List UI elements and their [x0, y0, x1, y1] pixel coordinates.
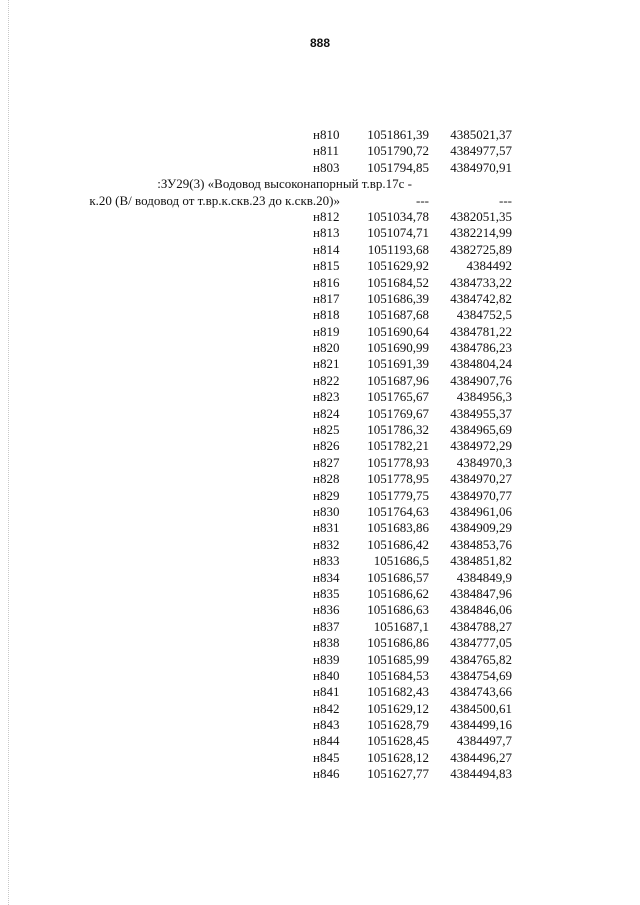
point-id-cell: н833	[313, 553, 340, 569]
table-row	[60, 356, 520, 372]
table-row	[60, 684, 520, 700]
x-coordinate-cell: 1051684,52	[367, 274, 429, 290]
y-coordinate-cell: 4382051,35	[450, 208, 512, 224]
table-row	[60, 520, 520, 536]
x-coordinate-cell: 1051779,75	[367, 487, 429, 503]
table-row	[60, 209, 520, 225]
y-coordinate-cell: 4384846,06	[450, 602, 512, 618]
y-coordinate-cell: 4384742,82	[450, 290, 512, 306]
table-row	[60, 717, 520, 733]
x-coordinate-cell: 1051786,32	[367, 422, 429, 438]
page-left-edge	[8, 0, 9, 905]
x-coordinate-cell: 1051074,71	[367, 225, 429, 241]
table-row	[60, 373, 520, 389]
rows-before-group	[60, 127, 520, 176]
point-id-cell: н814	[313, 241, 340, 257]
x-coordinate-cell: 1051686,63	[367, 602, 429, 618]
x-coordinate-cell: 1051764,63	[367, 503, 429, 519]
x-coordinate-cell: 1051690,99	[367, 340, 429, 356]
x-coordinate-cell: 1051686,39	[367, 290, 429, 306]
point-id-cell: н830	[313, 503, 340, 519]
table-row	[60, 324, 520, 340]
point-id-cell: н828	[313, 471, 340, 487]
x-coordinate-cell: 1051629,92	[367, 258, 429, 274]
point-id-cell: н844	[313, 733, 340, 749]
table-row	[60, 635, 520, 651]
x-coordinate-cell: 1051686,86	[367, 635, 429, 651]
point-id-cell: н831	[313, 520, 340, 536]
point-id-cell: н839	[313, 651, 340, 667]
point-id-cell: н841	[313, 684, 340, 700]
x-coordinate-cell: 1051627,77	[367, 766, 429, 782]
x-coordinate-cell: 1051686,5	[373, 553, 429, 569]
y-coordinate-cell: 4384754,69	[450, 667, 512, 683]
table-row	[60, 307, 520, 323]
point-id-cell: н819	[313, 323, 340, 339]
point-id-cell: н836	[313, 602, 340, 618]
x-coordinate-cell: 1051628,12	[367, 749, 429, 765]
y-coordinate-cell: 4384970,91	[450, 159, 512, 175]
y-coordinate-cell: 4384853,76	[450, 536, 512, 552]
point-id-cell: н812	[313, 208, 340, 224]
y-coordinate-cell: 4384497,7	[456, 733, 512, 749]
x-coordinate-cell: 1051861,39	[367, 127, 429, 142]
x-coordinate-cell: 1051034,78	[367, 208, 429, 224]
point-id-cell: н838	[313, 635, 340, 651]
y-coordinate-cell: 4384499,16	[450, 717, 512, 733]
section-title-line2: к.20 (В/ водовод от т.вр.к.скв.23 до к.скв.20)»	[89, 192, 340, 208]
x-coordinate-cell: 1051778,93	[367, 454, 429, 470]
section-heading-line2	[60, 193, 520, 209]
table-row	[60, 225, 520, 241]
x-coordinate-cell: 1051691,39	[367, 356, 429, 372]
table-row	[60, 750, 520, 766]
point-id-cell: н843	[313, 717, 340, 733]
y-coordinate-cell: 4384494,83	[450, 766, 512, 782]
y-coordinate-cell: 4384956,3	[456, 389, 512, 405]
point-id-cell: н815	[313, 258, 340, 274]
y-coordinate-cell: 4384955,37	[450, 405, 512, 421]
y-coordinate-cell: 4384788,27	[450, 618, 512, 634]
table-row	[60, 438, 520, 454]
point-id-cell: н832	[313, 536, 340, 552]
table-row	[60, 570, 520, 586]
y-coordinate-cell: 4384500,61	[450, 700, 512, 716]
table-row	[60, 389, 520, 405]
x-coordinate-cell: 1051687,96	[367, 372, 429, 388]
point-id-cell: н817	[313, 290, 340, 306]
table-row	[60, 258, 520, 274]
table-row	[60, 127, 520, 143]
point-id-cell: н837	[313, 618, 340, 634]
point-id-cell: н834	[313, 569, 340, 585]
point-id-cell: н840	[313, 667, 340, 683]
table-row	[60, 406, 520, 422]
y-coordinate-cell: 4384970,27	[450, 471, 512, 487]
point-id-cell: н826	[313, 438, 340, 454]
table-row	[60, 422, 520, 438]
x-coordinate-cell: 1051687,68	[367, 307, 429, 323]
x-coordinate-cell: 1051769,67	[367, 405, 429, 421]
table-row	[60, 586, 520, 602]
y-coordinate-cell: 4384752,5	[456, 307, 512, 323]
table-row	[60, 652, 520, 668]
x-coordinate-cell: 1051686,42	[367, 536, 429, 552]
y-coordinate-cell: 4384777,05	[450, 635, 512, 651]
table-row	[60, 504, 520, 520]
x-coordinate-cell: 1051628,45	[367, 733, 429, 749]
y-coordinate-cell: 4382725,89	[450, 241, 512, 257]
y-coordinate-cell: 4384804,24	[450, 356, 512, 372]
table-row	[60, 160, 520, 176]
x-coordinate-cell: 1051685,99	[367, 651, 429, 667]
point-id-cell: н816	[313, 274, 340, 290]
x-coordinate-cell: 1051684,53	[367, 667, 429, 683]
point-id-cell: н823	[313, 389, 340, 405]
y-coordinate-cell: 4384492	[466, 258, 512, 274]
table-row	[60, 619, 520, 635]
x-coordinate-cell: 1051687,1	[373, 618, 429, 634]
point-id-cell: н810	[313, 127, 340, 142]
y-coordinate-cell: 4384907,76	[450, 372, 512, 388]
point-id-cell: н827	[313, 454, 340, 470]
table-row	[60, 471, 520, 487]
section-x-dash: ---	[416, 192, 429, 208]
table-row	[60, 488, 520, 504]
point-id-cell: н829	[313, 487, 340, 503]
point-id-cell: н803	[313, 159, 340, 175]
point-id-cell: н846	[313, 766, 340, 782]
x-coordinate-cell: 1051628,79	[367, 717, 429, 733]
table-row	[60, 455, 520, 471]
x-coordinate-cell: 1051778,95	[367, 471, 429, 487]
y-coordinate-cell: 4382214,99	[450, 225, 512, 241]
y-coordinate-cell: 4384970,77	[450, 487, 512, 503]
y-coordinate-cell: 4384781,22	[450, 323, 512, 339]
table-row	[60, 553, 520, 569]
x-coordinate-cell: 1051690,64	[367, 323, 429, 339]
point-id-cell: н845	[313, 749, 340, 765]
y-coordinate-cell: 4384977,57	[450, 143, 512, 159]
point-id-cell: н825	[313, 422, 340, 438]
y-coordinate-cell: 4384970,3	[456, 454, 512, 470]
table-row	[60, 143, 520, 159]
table-row	[60, 537, 520, 553]
x-coordinate-cell: 1051765,67	[367, 389, 429, 405]
point-id-cell: н820	[313, 340, 340, 356]
y-coordinate-cell: 4384849,9	[456, 569, 512, 585]
coordinates-table	[60, 127, 520, 783]
y-coordinate-cell: 4384851,82	[450, 553, 512, 569]
x-coordinate-cell: 1051794,85	[367, 159, 429, 175]
point-id-cell: н824	[313, 405, 340, 421]
y-coordinate-cell: 4384847,96	[450, 585, 512, 601]
point-id-cell: н813	[313, 225, 340, 241]
x-coordinate-cell: 1051790,72	[367, 143, 429, 159]
section-title-line1: :ЗУ29(3) «Водовод высоконапорный т.вр.17с -	[157, 176, 412, 192]
y-coordinate-cell: 4385021,37	[450, 127, 512, 142]
table-row	[60, 668, 520, 684]
table-row	[60, 340, 520, 356]
y-coordinate-cell: 4384961,06	[450, 503, 512, 519]
y-coordinate-cell: 4384972,29	[450, 438, 512, 454]
x-coordinate-cell: 1051193,68	[367, 241, 429, 257]
table-row	[60, 766, 520, 782]
x-coordinate-cell: 1051683,86	[367, 520, 429, 536]
y-coordinate-cell: 4384965,69	[450, 422, 512, 438]
y-coordinate-cell: 4384765,82	[450, 651, 512, 667]
point-id-cell: н811	[313, 143, 339, 159]
y-coordinate-cell: 4384743,66	[450, 684, 512, 700]
point-id-cell: н818	[313, 307, 340, 323]
point-id-cell: н835	[313, 585, 340, 601]
table-row	[60, 701, 520, 717]
table-row	[60, 291, 520, 307]
y-coordinate-cell: 4384496,27	[450, 749, 512, 765]
y-coordinate-cell: 4384733,22	[450, 274, 512, 290]
x-coordinate-cell: 1051686,62	[367, 585, 429, 601]
point-id-cell: н821	[313, 356, 340, 372]
section-y-dash: ---	[499, 192, 512, 208]
point-id-cell: н822	[313, 372, 340, 388]
x-coordinate-cell: 1051782,21	[367, 438, 429, 454]
rows-after-group	[60, 209, 520, 783]
y-coordinate-cell: 4384909,29	[450, 520, 512, 536]
y-coordinate-cell: 4384786,23	[450, 340, 512, 356]
table-row	[60, 275, 520, 291]
point-id-cell: н842	[313, 700, 340, 716]
page-number: 888	[309, 36, 331, 50]
x-coordinate-cell: 1051629,12	[367, 700, 429, 716]
x-coordinate-cell: 1051686,57	[367, 569, 429, 585]
table-row	[60, 242, 520, 258]
section-heading-line1	[60, 176, 520, 192]
table-row	[60, 733, 520, 749]
x-coordinate-cell: 1051682,43	[367, 684, 429, 700]
table-row	[60, 602, 520, 618]
